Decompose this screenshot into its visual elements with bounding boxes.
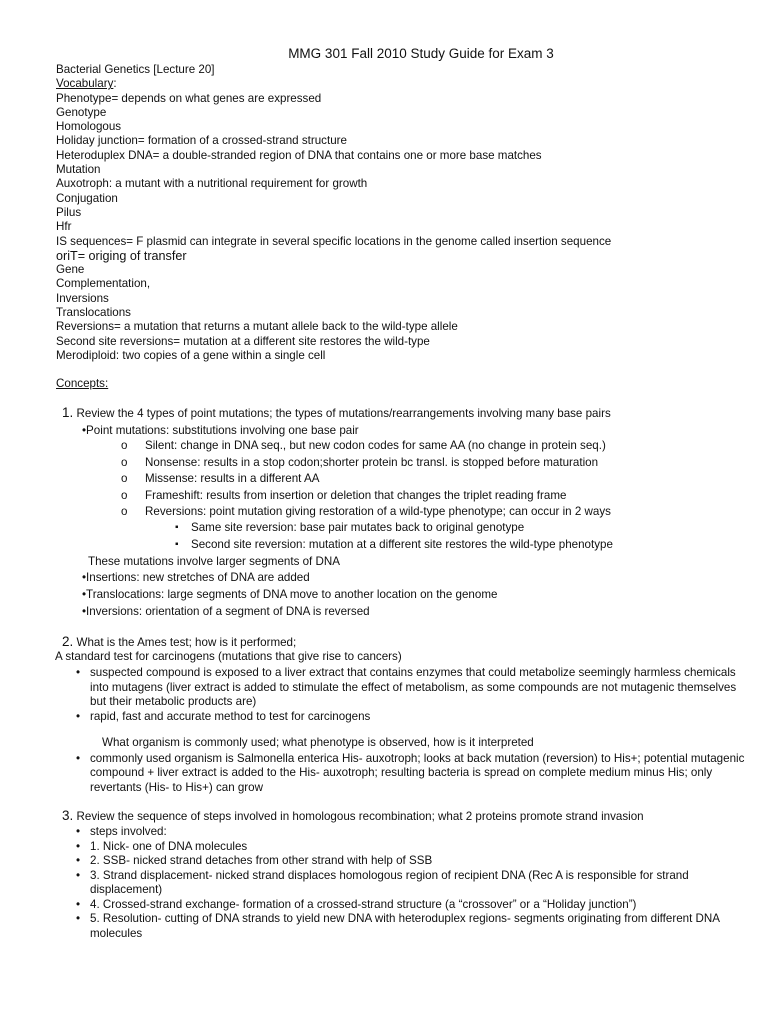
reversion-types xyxy=(56,520,746,553)
vocab-item: Reversions= a mutation that returns a mutant allele back to the wild-type allele xyxy=(56,320,458,334)
circle-bullet-icon: o xyxy=(121,504,128,518)
list-item: ▪ Second site reversion: mutation at a different site restores the wild-type phenotype xyxy=(175,537,746,554)
question-text: What is the Ames test; how is it performed; xyxy=(76,635,297,649)
vocab-item: Hfr xyxy=(56,220,72,234)
vocab-item: Heteroduplex DNA= a double-stranded region of DNA that contains one or more base matches xyxy=(56,148,542,162)
list-item: •Inversions: orientation of a segment of DNA is reversed xyxy=(82,604,370,618)
list-item: •Insertions: new stretches of DNA are added xyxy=(82,571,310,585)
circle-bullet-icon: o xyxy=(121,439,128,453)
question-3 xyxy=(56,809,746,941)
vocab-item: Genotype xyxy=(56,105,107,119)
square-bullet-icon: ▪ xyxy=(175,538,179,550)
vocab-item: Mutation xyxy=(56,163,101,177)
vocab-item: Phenotype= depends on what genes are expressed xyxy=(56,91,322,105)
question-2-prompt xyxy=(56,635,746,650)
vocabulary-label: Vocabulary xyxy=(56,77,114,91)
list-item: o Nonsense: results in a stop codon;shorter protein bc transl. is stopped before maturation xyxy=(121,455,746,471)
list-item: o Missense: results in a different AA xyxy=(121,471,746,487)
lecture-heading: Bacterial Genetics [Lecture 20] xyxy=(56,63,215,76)
point-mutation-types xyxy=(56,438,746,520)
vocab-item: oriT= origing of transfer xyxy=(56,248,187,263)
vocab-item: Pilus xyxy=(56,205,82,219)
circle-bullet-icon: o xyxy=(121,488,128,502)
circle-bullet-icon: o xyxy=(121,455,128,469)
square-bullet-icon: ▪ xyxy=(175,522,179,534)
vocab-item: Gene xyxy=(56,263,85,277)
organism-bullets xyxy=(56,752,746,796)
question-text: Review the 4 types of point mutations; the types of mutations/rearrangements involving many base pairs xyxy=(76,406,611,420)
recombination-steps xyxy=(56,825,746,941)
list-item: • commonly used organism is Salmonella enterica His- auxotroph; looks at back mutation (reversion) to His+; potential mutagenic compound + liver extract is added to the His- auxotroph; resulting bacteria is spread on complete medium minus His; only revertants (His- to His+) can grow xyxy=(76,752,746,796)
concepts-heading: Concepts: xyxy=(56,377,109,391)
list-item: • 3. Strand displacement- nicked strand displaces homologous region of recipient DNA (Rec A is responsible for strand displacement) xyxy=(76,869,746,898)
question-number: 1. xyxy=(62,404,74,420)
question-1-prompt xyxy=(56,406,746,421)
list-item: • 2. SSB- nicked strand detaches from other strand with help of SSB xyxy=(76,854,746,869)
circle-bullet-icon: o xyxy=(121,472,128,486)
list-item: • 1. Nick- one of DNA molecules xyxy=(76,840,746,855)
list-item: •Translocations: large segments of DNA move to another location on the genome xyxy=(82,588,498,602)
vocabulary-colon: : xyxy=(113,77,117,91)
list-item: • steps involved: xyxy=(76,825,746,840)
vocab-item: Auxotroph: a mutant with a nutritional requirement for growth xyxy=(56,177,368,191)
vocab-item: Merodiploid: two copies of a gene within a single cell xyxy=(56,348,326,362)
larger-segments-line: These mutations involve larger segments of DNA xyxy=(88,554,340,568)
question-3-prompt xyxy=(56,809,746,824)
vocab-item: Homologous xyxy=(56,120,122,134)
list-item: • 5. Resolution- cutting of DNA strands to yield new DNA with heteroduplex regions- segments originating from different DNA molecules xyxy=(76,912,746,941)
vocab-item: Translocations xyxy=(56,306,131,320)
vocab-item: Inversions xyxy=(56,291,109,305)
question-1 xyxy=(56,406,746,621)
question-number: 3. xyxy=(62,808,74,824)
list-item: • 4. Crossed-strand exchange- formation of a crossed-strand structure (a “crossover” or a “Holiday junction”) xyxy=(76,898,746,913)
list-item: o Silent: change in DNA seq., but new codon codes for same AA (no change in protein seq.) xyxy=(121,438,746,454)
vocabulary-list xyxy=(56,92,746,364)
page-title: MMG 301 Fall 2010 Study Guide for Exam 3 xyxy=(288,46,554,61)
ames-test-bullets xyxy=(56,666,746,724)
vocabulary-heading xyxy=(56,77,746,91)
vocab-item: Complementation, xyxy=(56,277,151,291)
list-item: • suspected compound is exposed to a liver extract that contains enzymes that could metabolize seemingly harmless chemicals into mutagens (liver extract is added to stimulate the effect of metabolism, as some compounds are not mutagenic themselves but their metabolic products are) xyxy=(76,666,746,710)
list-item: ▪ Same site reversion: base pair mutates back to original genotype xyxy=(175,520,746,537)
point-mutations-line: •Point mutations: substitutions involving one base pair xyxy=(82,423,359,437)
vocab-item: Holiday junction= formation of a crossed-strand structure xyxy=(56,134,347,148)
vocab-item: IS sequences= F plasmid can integrate in several specific locations in the genome called insertion sequence xyxy=(56,234,612,248)
list-item: o Reversions: point mutation giving restoration of a wild-type phenotype; can occur in 2 ways xyxy=(121,504,746,520)
question-text: Review the sequence of steps involved in homologous recombination; what 2 proteins promote strand invasion xyxy=(76,810,644,824)
vocab-item: Second site reversions= mutation at a different site restores the wild-type xyxy=(56,334,430,348)
answer-line: A standard test for carcinogens (mutations that give rise to cancers) xyxy=(55,650,402,664)
sub-question: What organism is commonly used; what phenotype is observed, how is it interpreted xyxy=(102,736,534,750)
document-page xyxy=(56,46,746,941)
vocab-item: Conjugation xyxy=(56,191,118,205)
list-item: • rapid, fast and accurate method to test for carcinogens xyxy=(76,710,746,725)
question-2 xyxy=(56,635,746,795)
list-item: o Frameshift: results from insertion or deletion that changes the triplet reading frame xyxy=(121,488,746,504)
question-number: 2. xyxy=(62,633,74,649)
